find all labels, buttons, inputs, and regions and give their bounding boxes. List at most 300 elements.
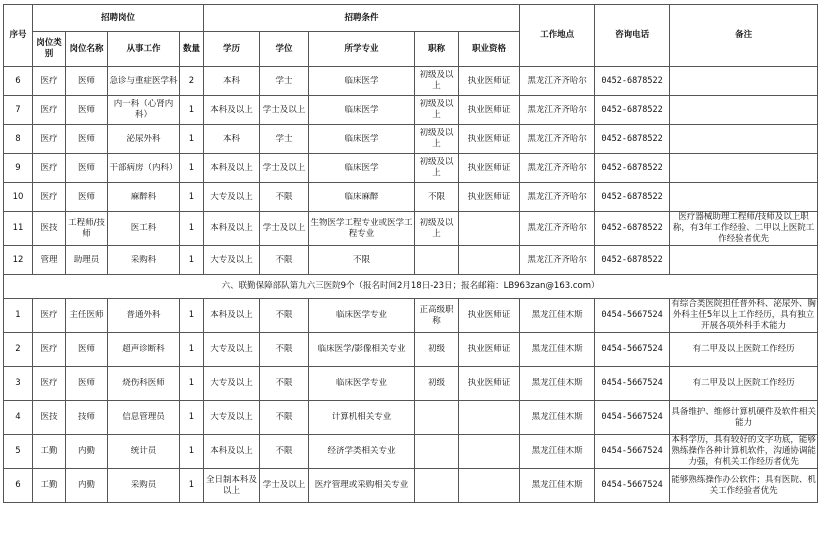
row-degree-cell [260, 125, 309, 154]
row-no-cell-text: 10 [12, 191, 24, 202]
row-work-cell-text: 泌尿外科 [126, 133, 161, 144]
row-title-cell [415, 67, 459, 96]
row-category-cell [33, 96, 66, 125]
row-work-cell [108, 96, 180, 125]
col-edu-header: 学历 [204, 32, 260, 67]
col-degree-header: 学位 [260, 32, 309, 67]
row-phone-cell [595, 435, 670, 469]
row-name-cell [66, 96, 108, 125]
row-count-cell-text: 2 [188, 75, 195, 86]
row-title-cell [415, 154, 459, 183]
section-row-group [4, 275, 818, 299]
row-qual-cell-text: 执业医师证 [467, 191, 511, 202]
row-note-cell [670, 401, 818, 435]
row-name-cell-text: 医师 [77, 104, 95, 115]
row-count-cell [180, 96, 204, 125]
row-edu-cell [204, 125, 260, 154]
row-no-cell-text: 4 [15, 412, 21, 422]
row-work-cell-text: 干部病房（内科） [109, 162, 178, 173]
row-note-cell [670, 183, 818, 212]
row-name-cell [66, 367, 108, 401]
row-phone-cell [595, 96, 670, 125]
table-row [4, 367, 818, 401]
row-edu-cell [204, 435, 260, 469]
row-qual-cell [459, 367, 520, 401]
row-major-cell-text: 临床医学专业 [336, 310, 388, 320]
row-no-cell-text: 8 [15, 133, 21, 144]
row-work-cell-text: 采购科 [130, 254, 157, 265]
table-row [4, 401, 818, 435]
row-edu-cell-text: 本科及以上 [210, 446, 253, 456]
row-count-cell [180, 367, 204, 401]
row-place-cell [520, 154, 595, 183]
row-edu-cell-text: 全日制本科及以上 [206, 474, 258, 496]
row-work-cell [108, 212, 180, 246]
row-count-cell-text: 1 [188, 378, 195, 388]
row-degree-cell-text: 学士及以上 [262, 162, 306, 173]
row-no-cell-text: 11 [12, 223, 24, 233]
row-degree-cell-text: 学士及以上 [262, 223, 306, 233]
row-place-cell-text: 黑龙江齐齐哈尔 [527, 162, 587, 173]
row-phone-cell [595, 401, 670, 435]
col-name-header: 岗位名称 [66, 32, 108, 67]
row-edu-cell-text: 大专及以上 [210, 412, 253, 422]
row-major-cell-text: 临床医学 [344, 133, 379, 144]
row-major-cell-text: 临床医学 [344, 104, 379, 115]
row-degree-cell-text: 不限 [275, 344, 293, 354]
row-phone-cell-text: 0454-5667524 [601, 446, 663, 456]
row-category-cell [33, 67, 66, 96]
row-work-cell [108, 125, 180, 154]
row-title-cell-text: 不限 [428, 191, 446, 202]
row-category-cell [33, 401, 66, 435]
row-category-cell-text: 管理 [40, 254, 58, 265]
row-place-cell [520, 212, 595, 246]
row-category-cell-text: 医技 [40, 223, 58, 233]
row-title-cell [415, 96, 459, 125]
row-major-cell [309, 154, 415, 183]
table-row [4, 435, 818, 469]
row-place-cell [520, 183, 595, 212]
row-place-cell [520, 246, 595, 275]
row-title-cell-text: 初级及以上 [419, 99, 454, 120]
row-category-cell-text: 医疗 [40, 310, 58, 320]
row-name-cell [66, 154, 108, 183]
row-phone-cell-text: 0454-5667524 [601, 412, 663, 422]
row-qual-cell-text: 执业医师证 [467, 162, 511, 173]
row-count-cell [180, 401, 204, 435]
row-place-cell-text: 黑龙江佳木斯 [531, 310, 583, 320]
row-work-cell-text: 信息管理员 [122, 412, 165, 422]
col-place-header: 工作地点 [520, 5, 595, 67]
row-note-cell-text: 本科学历，具有较好的文字功底，能够熟练操作各种计算机软件，沟通协调能力强，有机关工作经历者优先 [671, 435, 816, 467]
row-category-cell-text: 医疗 [40, 378, 58, 388]
row-degree-cell [260, 212, 309, 246]
row-no-cell [4, 299, 33, 333]
row-edu-cell [204, 96, 260, 125]
row-qual-cell-text: 执业医师证 [467, 133, 511, 144]
row-category-cell-text: 医疗 [40, 162, 58, 173]
row-work-cell-text: 超声诊断科 [122, 344, 165, 354]
row-qual-cell-text: 执业医师证 [467, 378, 511, 388]
row-count-cell [180, 435, 204, 469]
table-row [4, 183, 818, 212]
row-no-cell-text: 1 [15, 310, 21, 320]
row-title-cell-text: 初级 [428, 344, 446, 354]
row-degree-cell [260, 367, 309, 401]
row-degree-cell [260, 469, 309, 503]
row-title-cell [415, 125, 459, 154]
row-major-cell [309, 435, 415, 469]
row-major-cell [309, 299, 415, 333]
row-phone-cell-text: 0452-6878522 [601, 191, 663, 202]
row-degree-cell [260, 246, 309, 275]
row-count-cell [180, 154, 204, 183]
row-no-cell [4, 333, 33, 367]
row-note-cell [670, 67, 818, 96]
row-degree-cell [260, 299, 309, 333]
row-phone-cell [595, 154, 670, 183]
row-note-cell-text: 有综合类医院担任普外科、泌尿外、胸外科主任5年以上工作经历，具有独立开展各项外科手术能力 [671, 299, 816, 331]
row-major-cell-text: 不限 [353, 254, 371, 265]
row-no-cell-text: 2 [15, 344, 21, 354]
row-degree-cell-text: 不限 [275, 446, 293, 456]
row-note-cell-text: 有二甲及以上医院工作经历 [692, 344, 795, 354]
row-work-cell-text: 普通外科 [126, 310, 161, 320]
row-major-cell-text: 医疗管理或采购相关专业 [314, 480, 409, 490]
row-edu-cell [204, 212, 260, 246]
row-place-cell [520, 401, 595, 435]
row-place-cell-text: 黑龙江齐齐哈尔 [527, 191, 587, 202]
row-count-cell-text: 1 [188, 162, 195, 173]
row-count-cell-text: 1 [188, 480, 195, 490]
row-qual-cell-text: 执业医师证 [467, 310, 511, 320]
row-category-cell [33, 299, 66, 333]
row-edu-cell-text: 本科 [223, 133, 241, 144]
row-qual-cell-text: 执业医师证 [467, 344, 511, 354]
row-count-cell-text: 1 [188, 446, 195, 456]
row-major-cell [309, 367, 415, 401]
row-category-cell-text: 医疗 [40, 133, 58, 144]
row-place-cell [520, 67, 595, 96]
row-edu-cell [204, 183, 260, 212]
row-count-cell-text: 1 [188, 344, 195, 354]
row-work-cell [108, 401, 180, 435]
row-note-cell [670, 435, 818, 469]
row-name-cell [66, 125, 108, 154]
row-major-cell-text: 经济学类相关专业 [327, 446, 396, 456]
row-major-cell [309, 333, 415, 367]
row-edu-cell [204, 246, 260, 275]
row-degree-cell-text: 学士 [275, 75, 293, 86]
row-qual-cell [459, 299, 520, 333]
col-count-header: 数量 [180, 32, 204, 67]
row-qual-cell-text: 执业医师证 [467, 104, 511, 115]
row-name-cell-text: 医师 [77, 378, 95, 388]
row-no-cell [4, 401, 33, 435]
row-note-cell [670, 333, 818, 367]
row-no-cell-text: 12 [12, 254, 24, 265]
row-qual-cell [459, 154, 520, 183]
row-qual-cell [459, 125, 520, 154]
row-title-cell [415, 212, 459, 246]
table-row [4, 125, 818, 154]
row-qual-cell [459, 401, 520, 435]
row-edu-cell-text: 本科及以上 [210, 223, 253, 233]
row-phone-cell-text: 0452-6878522 [601, 223, 663, 233]
row-name-cell [66, 469, 108, 503]
row-work-cell [108, 154, 180, 183]
row-category-cell-text: 工勤 [40, 446, 58, 456]
row-no-cell [4, 212, 33, 246]
row-category-cell [33, 435, 66, 469]
table-row [4, 333, 818, 367]
row-place-cell-text: 黑龙江齐齐哈尔 [527, 75, 587, 86]
row-major-cell [309, 246, 415, 275]
row-degree-cell-text: 学士及以上 [262, 104, 306, 115]
row-phone-cell [595, 299, 670, 333]
col-category-header: 岗位类别 [33, 32, 66, 67]
row-phone-cell [595, 333, 670, 367]
row-title-cell-text: 正高级职称 [419, 304, 454, 326]
row-phone-cell [595, 246, 670, 275]
row-degree-cell-text: 学士及以上 [262, 480, 306, 490]
row-name-cell [66, 299, 108, 333]
row-degree-cell [260, 67, 309, 96]
row-qual-cell-text: 执业医师证 [467, 75, 511, 86]
row-major-cell [309, 125, 415, 154]
row-name-cell [66, 212, 108, 246]
row-name-cell [66, 333, 108, 367]
row-edu-cell [204, 469, 260, 503]
row-name-cell-text: 主任医师 [69, 310, 104, 320]
row-count-cell-text: 1 [188, 310, 195, 320]
row-qual-cell [459, 246, 520, 275]
row-major-cell-text: 计算机相关专业 [331, 412, 392, 422]
table-body-group1 [4, 67, 818, 275]
row-degree-cell [260, 435, 309, 469]
row-degree-cell [260, 183, 309, 212]
row-edu-cell-text: 本科及以上 [210, 162, 253, 173]
row-no-cell [4, 154, 33, 183]
row-degree-cell-text: 不限 [275, 378, 293, 388]
row-category-cell [33, 125, 66, 154]
row-edu-cell-text: 本科及以上 [210, 310, 253, 320]
row-note-cell [670, 299, 818, 333]
row-edu-cell [204, 367, 260, 401]
row-name-cell [66, 401, 108, 435]
row-edu-cell-text: 大专及以上 [210, 254, 253, 265]
row-title-cell [415, 469, 459, 503]
row-phone-cell [595, 212, 670, 246]
row-place-cell-text: 黑龙江佳木斯 [531, 446, 583, 456]
row-major-cell-text: 生物医学工程专业或医学工程专业 [310, 217, 413, 239]
row-name-cell [66, 183, 108, 212]
row-note-cell [670, 246, 818, 275]
row-category-cell [33, 246, 66, 275]
row-name-cell [66, 246, 108, 275]
section-title: 六、联勤保障部队第九六三医院9个（报名时间2月18日-23日；报名邮箱：LB963zan@163.com） [4, 275, 818, 299]
row-title-cell [415, 299, 459, 333]
row-degree-cell-text: 不限 [275, 254, 293, 265]
row-no-cell [4, 367, 33, 401]
row-count-cell [180, 67, 204, 96]
row-category-cell-text: 医技 [40, 412, 58, 422]
row-phone-cell-text: 0452-6878522 [601, 162, 663, 173]
row-work-cell-text: 统计员 [130, 446, 157, 456]
row-edu-cell-text: 大专及以上 [210, 344, 253, 354]
row-note-cell [670, 469, 818, 503]
row-category-cell [33, 183, 66, 212]
row-qual-cell [459, 96, 520, 125]
row-work-cell-text: 内一科（心肾内科） [113, 99, 174, 120]
row-work-cell [108, 469, 180, 503]
row-phone-cell-text: 0454-5667524 [601, 310, 663, 320]
row-degree-cell [260, 154, 309, 183]
row-qual-cell [459, 469, 520, 503]
row-note-cell-text: 具备维护、维修计算机硬件及软件相关能力 [671, 406, 816, 428]
row-edu-cell [204, 299, 260, 333]
row-no-cell [4, 125, 33, 154]
row-name-cell-text: 助理员 [73, 254, 100, 265]
row-category-cell-text: 医疗 [40, 75, 58, 86]
row-title-cell [415, 367, 459, 401]
row-major-cell [309, 469, 415, 503]
row-major-cell [309, 67, 415, 96]
row-no-cell-text: 5 [15, 446, 21, 456]
row-phone-cell-text: 0454-5667524 [601, 480, 663, 490]
row-phone-cell [595, 125, 670, 154]
row-phone-cell [595, 367, 670, 401]
row-category-cell [33, 333, 66, 367]
row-edu-cell [204, 154, 260, 183]
row-name-cell-text: 工程师/技师 [68, 217, 105, 239]
row-category-cell [33, 367, 66, 401]
row-qual-cell [459, 183, 520, 212]
row-qual-cell [459, 333, 520, 367]
row-place-cell [520, 299, 595, 333]
row-phone-cell-text: 0454-5667524 [601, 344, 663, 354]
row-note-cell [670, 367, 818, 401]
row-work-cell-text: 采购员 [130, 480, 157, 490]
row-phone-cell-text: 0452-6878522 [601, 254, 663, 265]
row-no-cell-text: 3 [15, 378, 21, 388]
table-row [4, 246, 818, 275]
row-degree-cell [260, 401, 309, 435]
row-edu-cell [204, 401, 260, 435]
row-no-cell-text: 7 [15, 104, 21, 115]
row-title-cell-text: 初级及以上 [419, 157, 454, 178]
row-work-cell-text: 医工科 [130, 223, 157, 233]
row-place-cell [520, 435, 595, 469]
row-name-cell-text: 医师 [77, 191, 95, 202]
row-category-cell-text: 医疗 [40, 344, 58, 354]
row-no-cell [4, 246, 33, 275]
row-no-cell [4, 96, 33, 125]
row-title-cell [415, 246, 459, 275]
row-place-cell [520, 333, 595, 367]
row-count-cell [180, 183, 204, 212]
row-place-cell [520, 469, 595, 503]
row-work-cell [108, 435, 180, 469]
condition-group-header: 招聘条件 [204, 5, 520, 32]
row-work-cell [108, 67, 180, 96]
row-place-cell-text: 黑龙江齐齐哈尔 [527, 223, 587, 233]
row-no-cell [4, 183, 33, 212]
row-major-cell [309, 212, 415, 246]
row-edu-cell-text: 大专及以上 [210, 191, 253, 202]
row-name-cell-text: 医师 [77, 75, 95, 86]
row-work-cell [108, 183, 180, 212]
row-title-cell [415, 333, 459, 367]
row-note-cell [670, 125, 818, 154]
row-degree-cell-text: 不限 [275, 310, 293, 320]
col-work-header: 从事工作 [108, 32, 180, 67]
col-title-header: 职称 [415, 32, 459, 67]
row-work-cell-text: 烧伤科医师 [122, 378, 165, 388]
row-place-cell-text: 黑龙江佳木斯 [531, 378, 583, 388]
row-category-cell-text: 工勤 [40, 480, 58, 490]
row-major-cell [309, 401, 415, 435]
row-major-cell-text: 临床医学 [344, 75, 379, 86]
row-category-cell [33, 212, 66, 246]
row-title-cell-text: 初级及以上 [419, 70, 454, 91]
row-degree-cell-text: 不限 [275, 412, 293, 422]
row-title-cell-text: 初级 [428, 378, 446, 388]
row-name-cell [66, 67, 108, 96]
row-qual-cell [459, 67, 520, 96]
row-no-cell-text: 9 [15, 162, 21, 173]
col-note-header: 备注 [670, 5, 818, 67]
table-row [4, 96, 818, 125]
table-row [4, 299, 818, 333]
row-count-cell [180, 299, 204, 333]
row-place-cell-text: 黑龙江齐齐哈尔 [527, 104, 587, 115]
table-row [4, 469, 818, 503]
row-title-cell-text: 初级及以上 [419, 217, 454, 239]
row-category-cell [33, 469, 66, 503]
row-major-cell-text: 临床医学专业 [336, 378, 388, 388]
row-count-cell-text: 1 [188, 254, 195, 265]
row-count-cell-text: 1 [188, 223, 195, 233]
row-phone-cell-text: 0452-6878522 [601, 75, 663, 86]
row-note-cell [670, 96, 818, 125]
row-place-cell-text: 黑龙江齐齐哈尔 [527, 133, 587, 144]
row-name-cell-text: 技师 [77, 412, 95, 422]
row-phone-cell-text: 0452-6878522 [601, 104, 663, 115]
row-name-cell-text: 内勤 [77, 480, 95, 490]
row-no-cell [4, 469, 33, 503]
row-degree-cell [260, 333, 309, 367]
row-name-cell [66, 435, 108, 469]
row-degree-cell-text: 学士 [275, 133, 293, 144]
row-title-cell [415, 435, 459, 469]
row-phone-cell-text: 0452-6878522 [601, 133, 663, 144]
table-row [4, 67, 818, 96]
row-no-cell [4, 67, 33, 96]
row-name-cell-text: 医师 [77, 162, 95, 173]
row-count-cell [180, 125, 204, 154]
row-major-cell-text: 临床医学/影像相关专业 [317, 344, 406, 354]
row-place-cell [520, 96, 595, 125]
row-edu-cell [204, 67, 260, 96]
row-degree-cell-text: 不限 [275, 191, 293, 202]
row-count-cell [180, 333, 204, 367]
row-work-cell-text: 急诊与重症医学科 [109, 75, 178, 86]
row-place-cell-text: 黑龙江佳木斯 [531, 412, 583, 422]
row-note-cell [670, 154, 818, 183]
row-phone-cell-text: 0454-5667524 [601, 378, 663, 388]
